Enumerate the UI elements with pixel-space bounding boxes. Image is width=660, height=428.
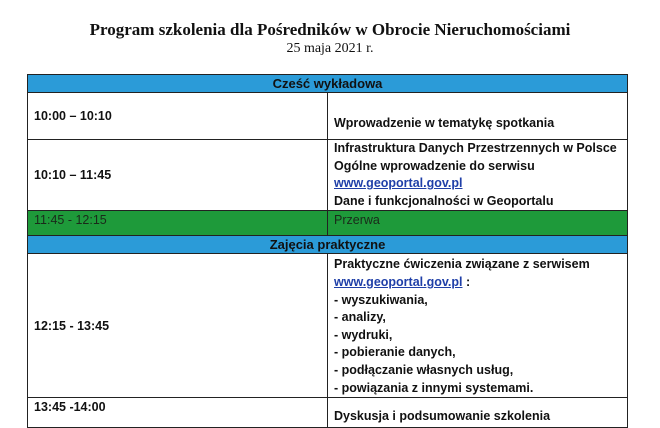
description-cell (328, 140, 628, 211)
list-item: - powiązania z innymi systemami. (334, 380, 534, 395)
schedule-table (27, 74, 628, 428)
table-row (28, 398, 628, 428)
row-text: Wprowadzenie w tematykę spotkania (334, 116, 555, 130)
document-title: Program szkolenia dla Pośredników w Obrocie Nieruchomościami (89, 20, 571, 39)
list-item: - wydruki, (334, 327, 393, 342)
time-cell: 10:10 – 11:45 (28, 140, 328, 211)
row-line (334, 158, 621, 193)
row-line-text: Ogólne wprowadzenie do serwisu (334, 158, 535, 173)
time-cell: 13:45 -14:00 (28, 398, 328, 428)
description-cell (328, 398, 628, 428)
row-line: Dane i funkcjonalności w Geoportalu (334, 193, 554, 208)
time-cell: 11:45 - 12:15 (28, 211, 328, 236)
section-title: Cześć wykładowa (28, 75, 628, 93)
document-date: 25 maja 2021 r. (286, 41, 374, 56)
list-item: - analizy, (334, 310, 386, 325)
time-cell: 10:00 – 10:10 (28, 93, 328, 140)
row-line (334, 256, 621, 291)
geoportal-link[interactable]: www.geoportal.gov.pl (334, 274, 463, 289)
row-line-text: : (462, 274, 471, 289)
list-item: - wyszukiwania, (334, 292, 428, 307)
section-header-lectures (28, 75, 628, 93)
description-cell (328, 93, 628, 140)
time-cell: 12:15 - 13:45 (28, 254, 328, 398)
description-cell: Przerwa (328, 211, 628, 236)
row-line: Infrastruktura Danych Przestrzennych w Polsce (334, 141, 617, 155)
list-item: - podłączanie własnych usług, (334, 362, 514, 377)
section-title: Zajęcia praktyczne (28, 236, 628, 254)
row-text: Dyskusja i podsumowanie szkolenia (334, 408, 551, 423)
list-item: - pobieranie danych, (334, 345, 456, 360)
table-row (28, 254, 628, 398)
geoportal-link[interactable]: www.geoportal.gov.pl (334, 176, 463, 191)
row-line-text: Praktyczne ćwiczenia związane z serwisem (334, 257, 590, 272)
table-row (28, 140, 628, 211)
table-row (28, 93, 628, 140)
break-row (28, 211, 628, 236)
section-header-practical (28, 236, 628, 254)
description-cell (328, 254, 628, 398)
